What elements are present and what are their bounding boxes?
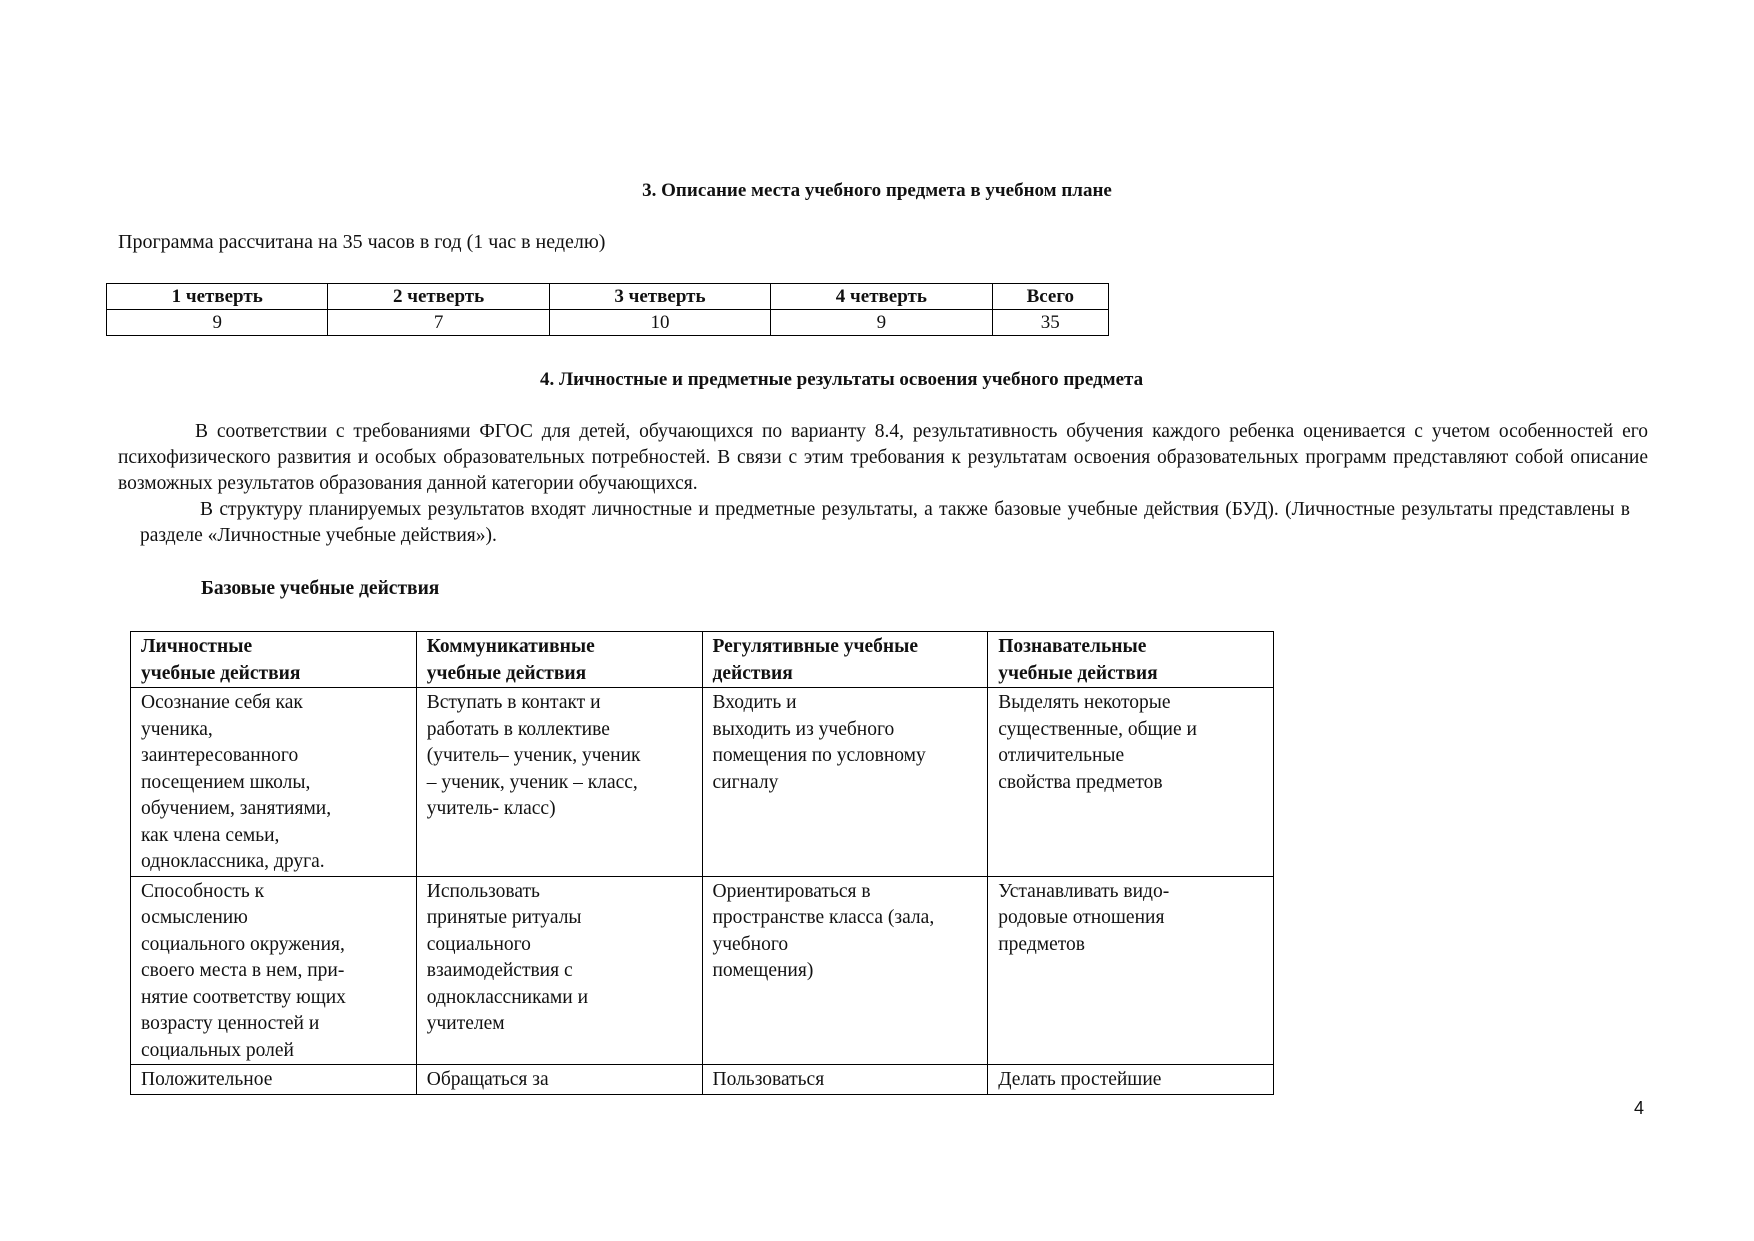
hours-value-cell: 35 xyxy=(992,310,1108,336)
bud-row xyxy=(131,688,1274,877)
bud-header-row xyxy=(131,632,1274,688)
results-paragraph-2: В структуру планируемых результатов входят личностные и предметные результаты, а также базовые учебные действия (БУД). (Личностные результаты представлены в разделе «Личностные учебные действия»). xyxy=(140,499,1630,546)
hours-header-cell: 2 четверть xyxy=(328,284,549,310)
bud-row xyxy=(131,876,1274,1065)
bud-table xyxy=(130,631,1274,1095)
bud-cell: Осознание себя как ученика, заинтересованного посещением школы, обучением, занятиями, как члена семьи, одноклассника, друга. xyxy=(131,688,417,877)
program-hours-text: Программа рассчитана на 35 часов в год (1 час в неделю) xyxy=(118,231,606,253)
bud-cell: Положительное xyxy=(131,1065,417,1095)
hours-value-row xyxy=(107,310,1109,336)
hours-value-cell: 9 xyxy=(107,310,328,336)
bud-cell: Использовать принятые ритуалы социального взаимодействия с одноклассниками и учителем xyxy=(416,876,702,1065)
hours-value-cell: 9 xyxy=(771,310,992,336)
bud-heading: Базовые учебные действия xyxy=(201,578,440,599)
bud-cell: Устанавливать видо- родовые отношения предметов xyxy=(988,876,1274,1065)
hours-header-cell: 1 четверть xyxy=(107,284,328,310)
section-3-heading: 3. Описание места учебного предмета в учебном плане xyxy=(642,180,1112,201)
bud-header-cell: Регулятивные учебные действия xyxy=(702,632,988,688)
hours-header-cell: 4 четверть xyxy=(771,284,992,310)
hours-header-cell: Всего xyxy=(992,284,1108,310)
bud-cell: Вступать в контакт и работать в коллективе (учитель– ученик, ученик – ученик, ученик – класс, учитель- класс) xyxy=(416,688,702,877)
section-4-heading: 4. Личностные и предметные результаты освоения учебного предмета xyxy=(540,369,1144,390)
results-paragraph-1: В соответствии с требованиями ФГОС для детей, обучающихся по варианту 8.4, результативность обучения каждого ребенка оценивается с учетом особенностей его психофизического развития и особых образовательных потребностей. В связи с этим требования к результатам освоения образовательных программ представляют собой описание возможных результатов образования данной категории обучающихся. xyxy=(118,421,1648,494)
hours-table xyxy=(106,283,1109,336)
bud-header-cell: Личностные учебные действия xyxy=(131,632,417,688)
hours-header-cell: 3 четверть xyxy=(549,284,770,310)
bud-cell: Пользоваться xyxy=(702,1065,988,1095)
bud-cell: Входить и выходить из учебного помещения по условному сигналу xyxy=(702,688,988,877)
bud-row xyxy=(131,1065,1274,1095)
hours-value-cell: 7 xyxy=(328,310,549,336)
bud-cell: Ориентироваться в пространстве класса (зала, учебного помещения) xyxy=(702,876,988,1065)
bud-header-cell: Познавательные учебные действия xyxy=(988,632,1274,688)
bud-cell: Выделять некоторые существенные, общие и отличительные свойства предметов xyxy=(988,688,1274,877)
hours-header-row xyxy=(107,284,1109,310)
bud-cell: Обращаться за xyxy=(416,1065,702,1095)
hours-value-cell: 10 xyxy=(549,310,770,336)
bud-cell: Способность к осмыслению социального окружения, своего места в нем, при- нятие соответству ющих возрасту ценностей и социальных ролей xyxy=(131,876,417,1065)
bud-cell: Делать простейшие xyxy=(988,1065,1274,1095)
page-number: 4 xyxy=(1633,1098,1644,1118)
bud-header-cell: Коммуникативные учебные действия xyxy=(416,632,702,688)
